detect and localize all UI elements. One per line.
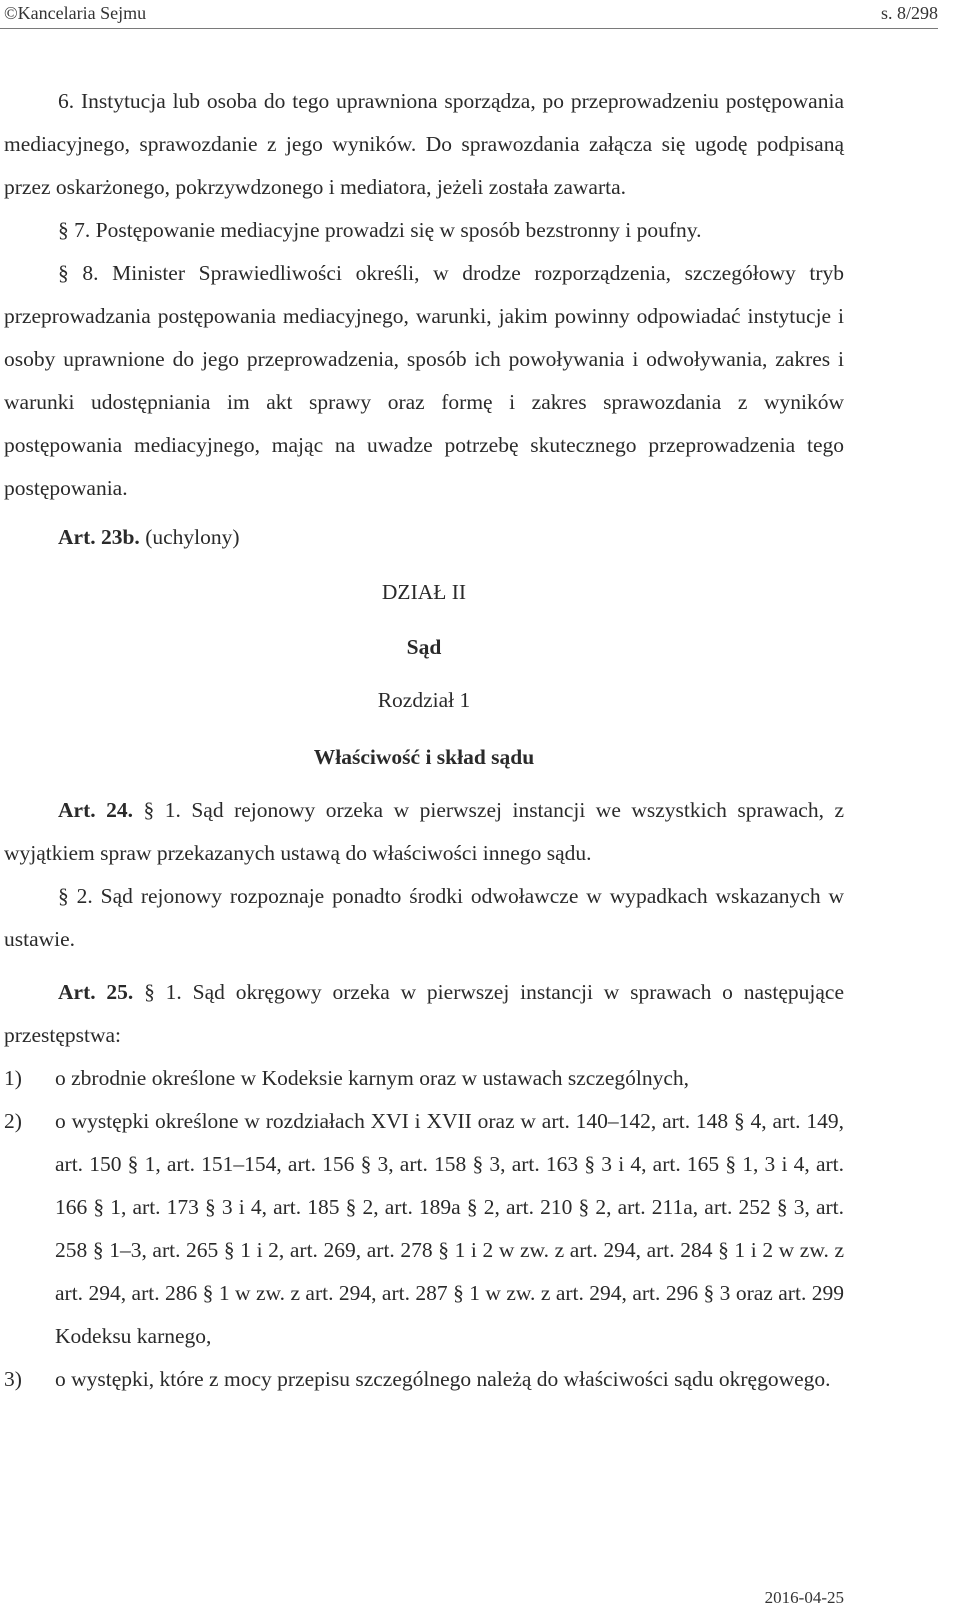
article-23b-label: Art. 23b.	[58, 525, 140, 549]
article-25-par-1-text: § 1. Sąd okręgowy orzeka w pierwszej instancji w sprawach o następujące przestępstwa:	[4, 980, 844, 1047]
chapter-number: Rozdział 1	[377, 688, 471, 712]
paragraph-7: § 7. Postępowanie mediacyjne prowadzi się w sposób bezstronny i poufny.	[58, 218, 702, 242]
division-heading	[4, 571, 844, 779]
article-24-par-1-text: § 1. Sąd rejonowy orzeka w pierwszej instancji we wszystkich sprawach, z wyjątkiem spraw przekazanych ustawą do właściwości innego sądu.	[4, 798, 845, 865]
paragraph-6: 6. Instytucja lub osoba do tego uprawniona sporządza, po przeprowadzeniu postępowania mediacyjnego, sprawozdanie z jego wyników. Do sprawozdania załącza się ugodę podpisaną przez oskarżonego, pokrzywdzonego i mediatora, jeżeli została zawarta.	[4, 89, 844, 199]
paragraph-8: § 8. Minister Sprawiedliwości określi, w drodze rozporządzenia, szczegółowy tryb przeprowadzania postępowania mediacyjnego, warunki, jakim powinny odpowiadać instytucje i osoby uprawnione do jego przeprowadzenia, sposób ich powoływania i odwoływania, zakres i warunki udostępniania im akt sprawy oraz formę i zakres sprawozdania z wyników postępowania mediacyjnego, mając na uwadze potrzebę skutecznego przeprowadzenia tego postępowania.	[4, 261, 844, 500]
article-24-label: Art. 24.	[58, 798, 133, 822]
list-item	[4, 1057, 844, 1100]
footer-date: 2016-04-25	[764, 1588, 844, 1607]
division-number: DZIAŁ II	[381, 580, 467, 604]
article-25-label: Art. 25.	[58, 980, 134, 1004]
list-item	[4, 1100, 844, 1358]
list-item-number: 3)	[4, 1367, 22, 1391]
header-publisher: ©Kancelaria Sejmu	[4, 3, 147, 23]
chapter-title: Właściwość i skład sądu	[313, 745, 535, 769]
list-item-number: 2)	[4, 1109, 22, 1133]
page-header	[0, 2, 938, 29]
list-item-number: 1)	[4, 1066, 22, 1090]
article-24-par-2: § 2. Sąd rejonowy rozpoznaje ponadto środki odwoławcze w wypadkach wskazanych w ustawie.	[4, 884, 844, 951]
article-25-par-1	[4, 971, 844, 1057]
document-body	[4, 80, 844, 1401]
division-title: Sąd	[406, 635, 442, 659]
article-23b	[4, 516, 844, 559]
article-23b-text: (uchylony)	[139, 525, 240, 549]
article-24-par-1	[4, 789, 844, 875]
list-item-text: o zbrodnie określone w Kodeksie karnym oraz w ustawach szczególnych,	[55, 1066, 690, 1090]
header-page-number: s. 8/298	[880, 3, 938, 23]
list-item	[4, 1358, 844, 1401]
list-item-text: o występki, które z mocy przepisu szczególnego należą do właściwości sądu okręgowego.	[55, 1367, 831, 1391]
list-item-text: o występki określone w rozdziałach XVI i XVII oraz w art. 140–142, art. 148 § 4, art. 149, art. 150 § 1, art. 151–154, art. 156 § 3, art. 158 § 3, art. 163 § 3 i 4, art. 165 § 1, 3 i 4, art. 166 § 1, art. 173 § 3 i 4, art. 185 § 2, art. 189a § 2, art. 210 § 2, art. 211a, art. 252 § 3, art. 258 § 1–3, art. 265 § 1 i 2, art. 269, art. 278 § 1 i 2 w zw. z art. 294, art. 284 § 1 i 2 w zw. z art. 294, art. 286 § 1 w zw. z art. 294, art. 287 § 1 w zw. z art. 294, art. 296 § 3 oraz art. 299 Kodeksu karnego,	[55, 1109, 844, 1348]
